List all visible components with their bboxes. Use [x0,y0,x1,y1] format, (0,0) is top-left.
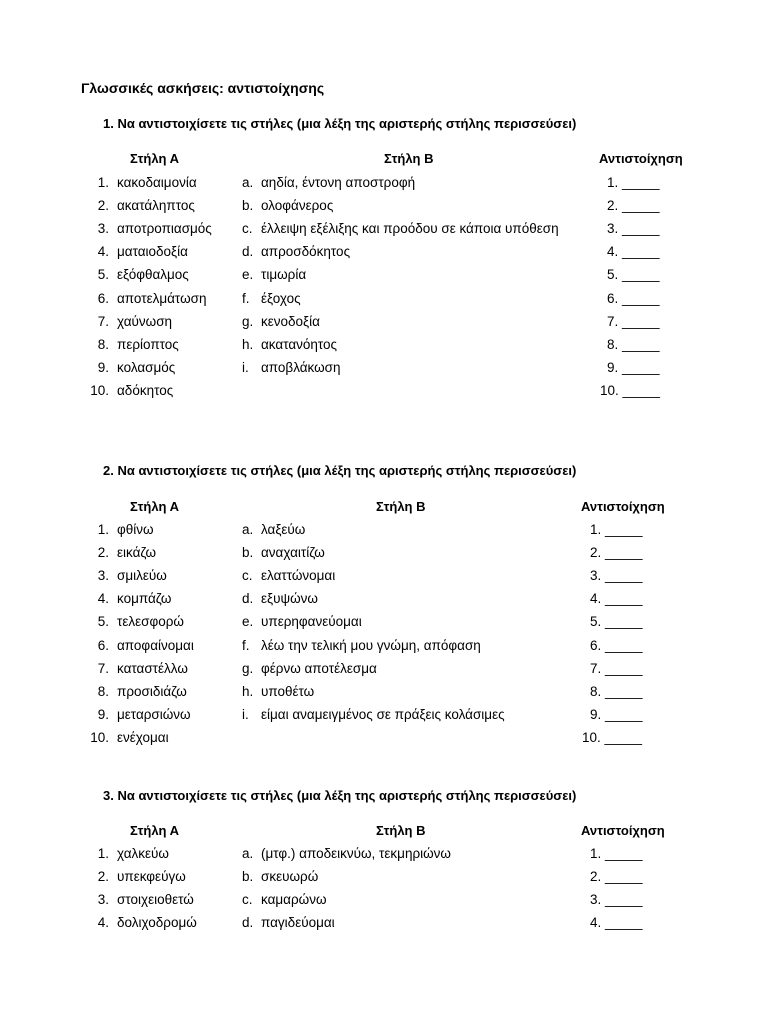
column-b-letter: b. [242,869,254,884]
column-a-item: κολασμός [117,360,176,375]
column-a-item: καταστέλλω [117,661,188,676]
column-a-item: υπεκφεύγω [117,869,186,884]
row-number: 2. [97,869,109,884]
column-b-header: Στήλη Β [376,823,426,838]
row-number: 10. [90,730,109,745]
column-b-letter: e. [242,267,254,282]
column-b-letter: g. [242,314,254,329]
column-match-header: Αντιστοίχηση [581,499,665,514]
column-b-item: παγιδεύομαι [261,915,335,930]
row-number: 1. [97,175,109,190]
row-number: 3. [97,892,109,907]
column-a-item: εικάζω [117,545,156,560]
answer-blank: 8. _____ [607,337,660,352]
column-a-header: Στήλη Α [130,151,180,166]
row-number: 6. [97,638,109,653]
document-title: Γλωσσικές ασκήσεις: αντιστοίχησης [81,80,325,96]
column-b-letter: f. [242,291,250,306]
column-b-item: (μτφ.) αποδεικνύω, τεκμηριώνω [261,846,451,861]
column-match-header: Αντιστοίχηση [581,823,665,838]
column-match-header: Αντιστοίχηση [599,151,683,166]
column-b-letter: d. [242,915,254,930]
column-a-item: ματαιοδοξία [117,244,188,259]
row-number: 4. [97,591,109,606]
column-b-item: υπερηφανεύομαι [261,614,362,629]
column-b-item: εξυψώνω [261,591,318,606]
column-b-item: ελαττώνομαι [261,568,336,583]
answer-blank: 5. _____ [590,614,643,629]
answer-blank: 3. _____ [607,221,660,236]
row-number: 6. [97,291,109,306]
answer-blank: 9. _____ [607,360,660,375]
column-a-item: εξόφθαλμος [117,267,189,282]
column-b-letter: i. [242,707,249,722]
column-a-item: χαύνωση [117,314,173,329]
column-b-item: είμαι αναμειγμένος σε πράξεις κολάσιμες [261,707,505,722]
row-number: 8. [97,337,109,352]
column-a-item: αποτελμάτωση [117,291,207,306]
column-a-item: περίοπτος [117,337,179,352]
column-b-item: λαξεύω [261,522,306,537]
answer-blank: 1. _____ [590,846,643,861]
column-a-item: δολιχοδρομώ [117,915,197,930]
column-b-letter: a. [242,846,254,861]
row-number: 10. [90,383,109,398]
column-b-letter: i. [242,360,249,375]
column-b-item: έξοχος [261,291,301,306]
column-a-header: Στήλη Α [130,499,180,514]
answer-blank: 2. _____ [590,869,643,884]
column-b-item: λέω την τελική μου γνώμη, απόφαση [261,638,481,653]
column-b-letter: b. [242,545,254,560]
answer-blank: 9. _____ [590,707,643,722]
column-b-item: αναχαιτίζω [261,545,325,560]
column-a-item: αδόκητος [117,383,174,398]
column-a-item: σμιλεύω [117,568,167,583]
column-a-item: κακοδαιμονία [117,175,197,190]
column-b-letter: h. [242,337,254,352]
row-number: 3. [97,221,109,236]
column-b-letter: c. [242,221,253,236]
row-number: 9. [97,360,109,375]
column-b-header: Στήλη Β [384,151,434,166]
row-number: 7. [97,661,109,676]
column-a-item: ακατάληπτος [117,198,195,213]
column-b-item: καμαρώνω [261,892,327,907]
column-b-letter: d. [242,591,254,606]
answer-blank: 6. _____ [590,638,643,653]
answer-blank: 7. _____ [590,661,643,676]
column-b-item: ολοφάνερος [261,198,334,213]
answer-blank: 5. _____ [607,267,660,282]
column-a-item: προσιδιάζω [117,684,187,699]
answer-blank: 7. _____ [607,314,660,329]
row-number: 4. [97,915,109,930]
column-b-item: σκευωρώ [261,869,319,884]
row-number: 2. [97,198,109,213]
row-number: 5. [97,614,109,629]
column-b-item: υποθέτω [261,684,315,699]
row-number: 2. [97,545,109,560]
answer-blank: 2. _____ [590,545,643,560]
column-a-item: στοιχειοθετώ [117,892,194,907]
row-number: 4. [97,244,109,259]
answer-blank: 10. _____ [582,730,643,745]
answer-blank: 2. _____ [607,198,660,213]
exercise-heading: 2. Να αντιστοιχίσετε τις στήλες (μια λέξη της αριστερής στήλης περισσεύσει) [103,463,577,478]
answer-blank: 4. _____ [590,915,643,930]
row-number: 5. [97,267,109,282]
column-b-letter: g. [242,661,254,676]
answer-blank: 6. _____ [607,291,660,306]
column-b-letter: a. [242,522,254,537]
exercise-heading: 1. Να αντιστοιχίσετε τις στήλες (μια λέξη της αριστερής στήλης περισσεύσει) [103,116,577,131]
column-a-item: αποτροπιασμός [117,221,212,236]
row-number: 7. [97,314,109,329]
row-number: 1. [97,522,109,537]
column-b-letter: b. [242,198,254,213]
column-b-item: απροσδόκητος [261,244,351,259]
column-b-item: ακατανόητος [261,337,338,352]
answer-blank: 1. _____ [607,175,660,190]
row-number: 9. [97,707,109,722]
column-a-item: κομπάζω [117,591,172,606]
column-a-item: τελεσφορώ [117,614,184,629]
column-a-item: μεταρσιώνω [117,707,191,722]
column-b-item: τιμωρία [261,267,307,282]
column-a-header: Στήλη Α [130,823,180,838]
row-number: 8. [97,684,109,699]
column-b-letter: a. [242,175,254,190]
answer-blank: 3. _____ [590,892,643,907]
answer-blank: 3. _____ [590,568,643,583]
answer-blank: 4. _____ [607,244,660,259]
column-b-item: κενοδοξία [261,314,320,329]
column-a-item: χαλκεύω [117,846,169,861]
column-b-letter: f. [242,638,250,653]
column-a-item: φθίνω [117,522,154,537]
exercise-heading: 3. Να αντιστοιχίσετε τις στήλες (μια λέξη της αριστερής στήλης περισσεύσει) [103,788,577,803]
column-b-letter: c. [242,568,253,583]
column-b-header: Στήλη Β [376,499,426,514]
answer-blank: 4. _____ [590,591,643,606]
column-b-letter: d. [242,244,254,259]
answer-blank: 8. _____ [590,684,643,699]
answer-blank: 1. _____ [590,522,643,537]
column-b-letter: e. [242,614,254,629]
column-b-item: αηδία, έντονη αποστροφή [261,175,416,190]
answer-blank: 10. _____ [600,383,661,398]
row-number: 3. [97,568,109,583]
column-b-item: φέρνω αποτέλεσμα [261,661,377,676]
column-a-item: αποφαίνομαι [117,638,194,653]
column-b-item: αποβλάκωση [261,360,341,375]
column-b-letter: c. [242,892,253,907]
column-a-item: ενέχομαι [117,730,169,745]
column-b-letter: h. [242,684,254,699]
column-b-item: έλλειψη εξέλιξης και προόδου σε κάποια υπόθεση [261,221,559,236]
row-number: 1. [97,846,109,861]
